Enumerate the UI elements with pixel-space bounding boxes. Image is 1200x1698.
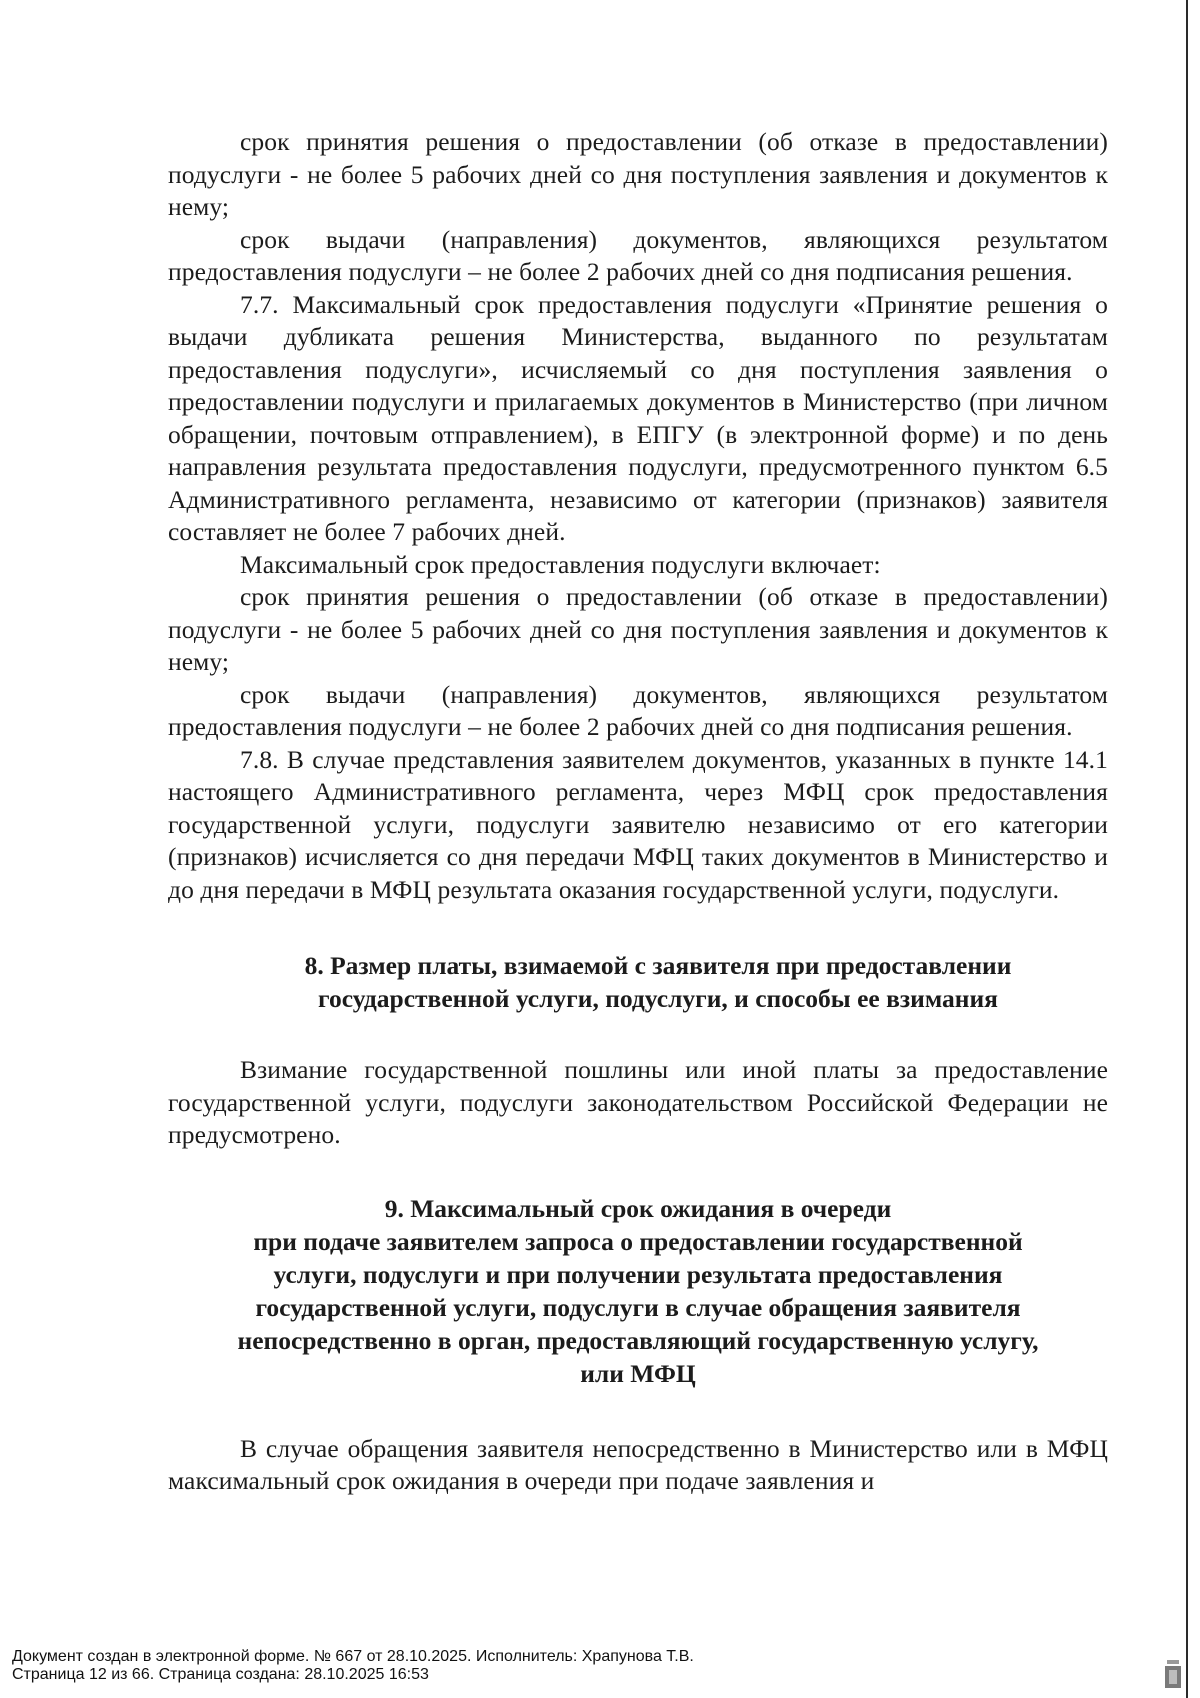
heading-line: государственной услуги, подуслуги, и способы ее взимания [318,984,998,1013]
paragraph-7-8: 7.8. В случае представления заявителем документов, указанных в пункте 14.1 настоящего Административного регламента, через МФЦ срок предоставления государственной услуги, подуслуги заявителю независимо от его категории (признаков) исчисляется со дня передачи МФЦ таких документов в Министерство и до дня передачи в МФЦ результата оказания государственной услуги, подуслуги. [168,744,1108,904]
paragraph: Максимальный срок предоставления подуслуги включает: [240,549,881,579]
heading-line: услуги, подуслуги и при получении результата предоставления [273,1259,1003,1289]
section-8-heading [168,949,1108,1015]
paragraph-7-7: 7.7. Максимальный срок предоставления подуслуги «Принятие решения о выдачи дубликата решения Министерства, выданного по результатам предоставления подуслуги», исчисляемый со дня поступления заявления о предоставлении подуслуги и прилагаемых документов в Министерство (при личном обращении, почтовым отправлением), в ЕПГУ (в электронной форме) и по день направления результата предоставления подуслуги, предусмотренного пунктом 6.5 Административного регламента, независимо от категории (признаков) заявителя составляет не более 7 рабочих дней. [168,289,1108,546]
paragraph: срок выдачи (направления) документов, являющихся результатом предоставления подуслуги – не более 2 рабочих дней со дня подписания решения. [168,224,1108,286]
paragraph: срок принятия решения о предоставлении (об отказе в предоставлении) подуслуги - не более 5 рабочих дней со дня поступления заявления и документов к нему; [168,582,1108,676]
heading-line: непосредственно в орган, предоставляющий государственную услугу, [237,1325,1039,1355]
heading-line: 8. Размер платы, взимаемой с заявителя при предоставлении [304,951,1012,980]
footer-line-1: Документ создан в электронной форме. № 667 от 28.10.2025. Исполнитель: Храпунова Т.В. [12,1648,694,1665]
document-stamp-icon [1163,1658,1183,1690]
page-edge [1186,0,1200,1698]
section-9-text: В случае обращения заявителя непосредственно в Министерство или в МФЦ максимальный срок ожидания в очереди при подаче заявления и [168,1433,1108,1495]
document-body [168,126,1108,1498]
heading-line: или МФЦ [580,1358,696,1388]
heading-line: государственной услуги, подуслуги в случае обращения заявителя [255,1292,1021,1322]
paragraph: срок принятия решения о предоставлении (об отказе в предоставлении) подуслуги - не более 5 рабочих дней со дня поступления заявления и документов к нему; [168,127,1108,221]
heading-line: при подаче заявителем запроса о предоставлении государственной [253,1226,1023,1256]
footer-line-2: Страница 12 из 66. Страница создана: 28.10.2025 16:53 [12,1666,429,1683]
heading-line: 9. Максимальный срок ожидания в очереди [384,1193,892,1223]
paragraph: срок выдачи (направления) документов, являющихся результатом предоставления подуслуги – не более 2 рабочих дней со дня подписания решения. [168,679,1108,741]
section-8-text: Взимание государственной пошлины или иной платы за предоставление государственной услуги, подуслуги законодательством Российской Федерации не предусмотрено. [168,1055,1108,1149]
document-footer [12,1648,694,1684]
section-9-heading [168,1192,1108,1390]
